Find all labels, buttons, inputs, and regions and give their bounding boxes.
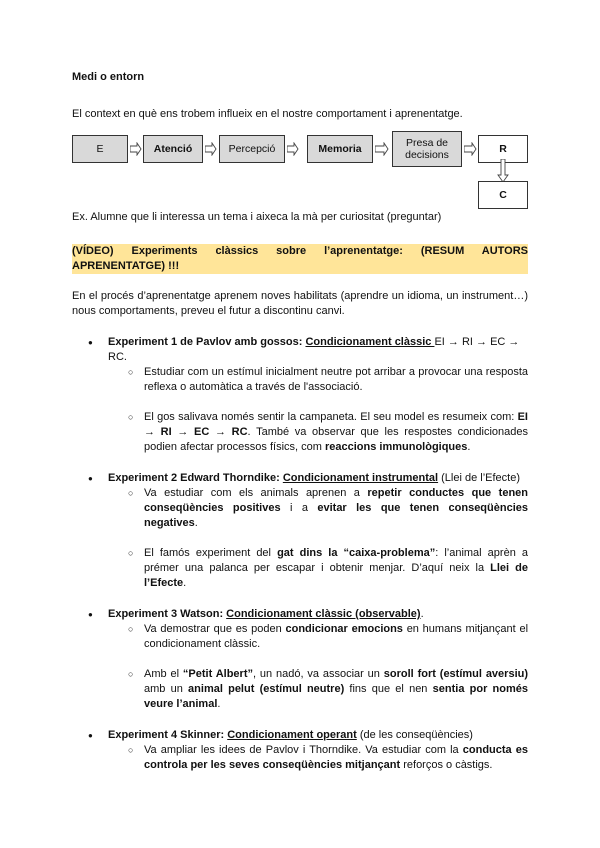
experiment-item bbox=[72, 471, 528, 591]
document-page bbox=[72, 70, 528, 789]
experiment-concept: Condicionament clàssic bbox=[305, 336, 435, 348]
flow-box-presa-decisions: Presa de decisions bbox=[392, 131, 462, 167]
experiment-details bbox=[108, 365, 528, 455]
experiment-title: Experiment 4 Skinner: bbox=[108, 729, 228, 741]
experiment-title: Experiment 1 de Pavlov amb gossos: bbox=[108, 336, 306, 348]
detail-item: ○ Va demostrar que es poden condicionar emocions en humans mitjançant el condicionament clàssic. bbox=[108, 622, 528, 652]
flow-box-atencio: Atenció bbox=[143, 135, 203, 163]
experiment-title-rest: EI → RI → EC → RC. bbox=[108, 336, 520, 363]
video-heading: (VÍDEO) Experiments clàssics sobre l’aprenentatge: (RESUM AUTORS APRENENTATGE) !!! bbox=[72, 245, 528, 272]
flow-diagram bbox=[72, 135, 528, 211]
example-text: Ex. Alumne que li interessa un tema i aixeca la mà per curiositat (preguntar) bbox=[72, 211, 442, 223]
detail-item: ○ Va ampliar les idees de Pavlov i Thorndike. Va estudiar com la conducta es controla per les seves conseqüències mitjançant reforços o càstigs. bbox=[108, 743, 528, 773]
flow-box-e: E bbox=[72, 135, 128, 163]
experiment-details bbox=[108, 486, 528, 591]
process-paragraph: En el procés d’aprenentatge aprenem noves habilitats (aprendre un idioma, un instrument…) nous comportaments, preveu el futur a discontinu canvi. bbox=[72, 290, 528, 317]
experiment-title-rest: (de les conseqüències) bbox=[356, 729, 473, 741]
detail-item: ○ Estudiar com un estímul inicialment neutre pot arribar a provocar una resposta reflexa o automàtica a través de l'associació. bbox=[108, 365, 528, 395]
experiment-title-rest: (Llei de l’Efecte) bbox=[438, 472, 521, 484]
flow-box-memoria: Memoria bbox=[307, 135, 373, 163]
section-heading: Medi o entorn bbox=[72, 71, 145, 83]
detail-item: ○ Va estudiar com els animals aprenen a repetir conductes que tenen conseqüències positives i a evitar les que tenen conseqüències negatives. bbox=[108, 486, 528, 531]
detail-item: ○ El gos salivava només sentir la campaneta. El seu model es resumeix com: EI → RI → EC → RC. També va observar que les respostes condicionades podien afectar processos físics, com reaccions immunològiques. bbox=[108, 410, 528, 455]
detail-item: ○ El famós experiment del gat dins la “caixa-problema”: l’animal aprèn a prémer una palanca per escapar i obtenir menjar. D’aquí neix la Llei de l’Efecte. bbox=[108, 546, 528, 591]
detail-item: ○ Amb el “Petit Albert”, un nadó, va associar un soroll fort (estímul aversiu) amb un animal pelut (estímul neutre) fins que el nen sentia por només veure l’animal. bbox=[108, 667, 528, 712]
intro-text: El context en què ens trobem influeix en el nostre comportament i aprenentatge. bbox=[72, 108, 463, 120]
experiments-list bbox=[72, 335, 528, 773]
experiment-concept: Condicionament operant bbox=[227, 729, 357, 741]
experiment-details bbox=[108, 622, 528, 712]
flow-box-percepcio: Percepció bbox=[219, 135, 285, 163]
experiment-item bbox=[72, 728, 528, 773]
experiment-title-rest: . bbox=[420, 608, 424, 620]
flow-box-r: R bbox=[478, 135, 528, 163]
experiment-details bbox=[108, 743, 528, 773]
flow-arrow-3 bbox=[287, 142, 299, 156]
experiment-title: Experiment 3 Watson: bbox=[108, 608, 227, 620]
experiment-item bbox=[72, 607, 528, 712]
flow-arrow-1 bbox=[130, 142, 142, 156]
flow-arrow-2 bbox=[205, 142, 217, 156]
flow-arrow-5 bbox=[464, 142, 477, 156]
experiment-title: Experiment 2 Edward Thorndike: bbox=[108, 472, 283, 484]
experiment-concept: Condicionament instrumental bbox=[282, 472, 439, 484]
flow-arrow-4 bbox=[375, 142, 389, 156]
experiment-concept: Condicionament clàssic (observable) bbox=[226, 608, 421, 620]
flow-box-c: C bbox=[478, 181, 528, 209]
experiment-item bbox=[72, 335, 528, 455]
flow-arrow-down bbox=[497, 159, 509, 183]
